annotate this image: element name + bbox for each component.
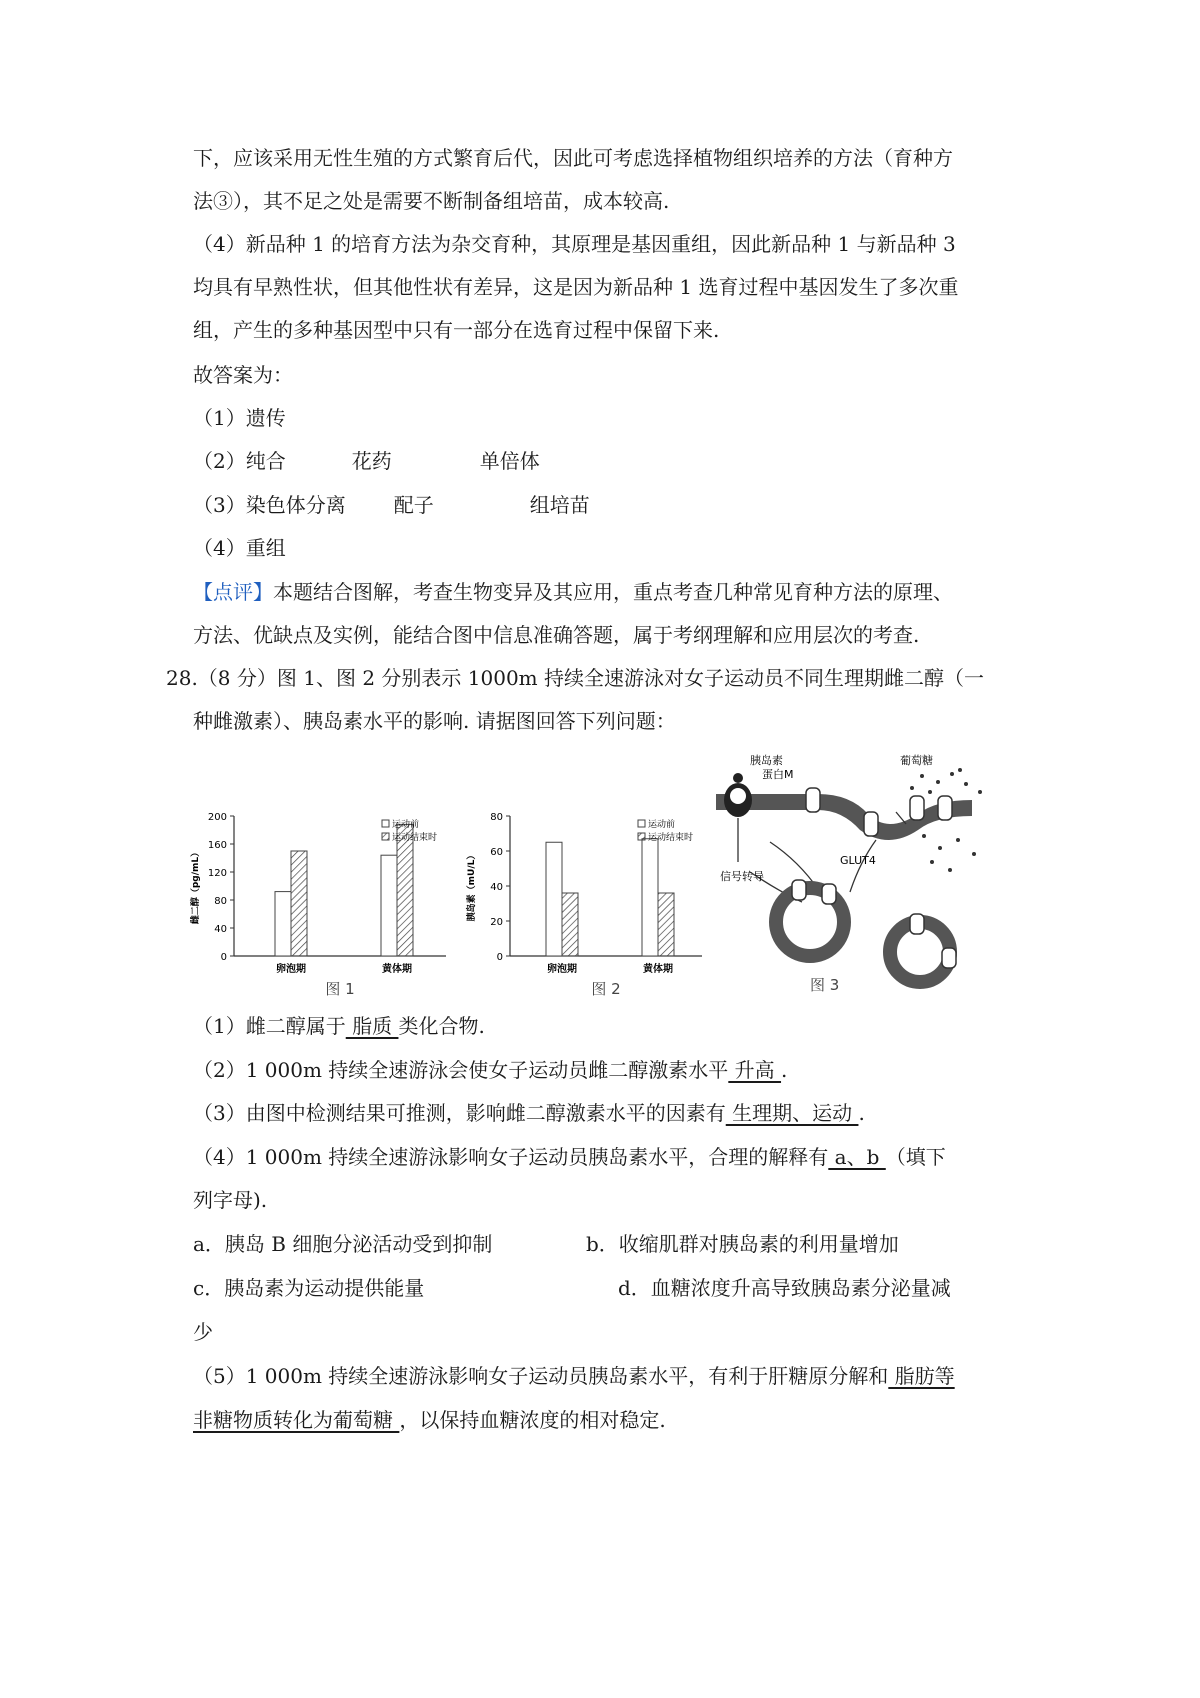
review-tag: 【点评】 [193,580,273,604]
chart-2-svg [462,800,712,1000]
insulin-receptor [724,773,752,817]
y-tick-label: 160 [207,840,227,851]
option-b: b．收缩肌群对胰岛素的利用量增加 [586,1232,899,1256]
x-tick-label: 卵泡期 [547,964,577,975]
solution-line: 法③），其不足之处是需要不断制备组培苗，成本较高. [193,189,670,213]
answer-blank: a、b [828,1145,886,1169]
signal-label: 信号转导 [720,870,764,883]
bar-after [291,851,307,956]
chart-1-svg [186,800,456,1000]
answer-intro: 故答案为： [193,363,293,387]
legend-swatch [382,833,389,840]
figure-2 [462,800,712,1004]
answer-4: （4）重组 [193,536,286,560]
legend-swatch [382,820,389,827]
figure-3 [710,752,1000,1006]
option-a: a．胰岛 B 细胞分泌活动受到抑制 [193,1232,493,1256]
bar-before [275,892,291,956]
insulin-label: 胰岛素 [750,754,783,767]
solution-line: 均具有早熟性状，但其他性状有差异，这是因为新品种 1 选育过程中基因发生了多次重 [193,275,959,299]
answer-blank: 脂肪等 [888,1364,955,1388]
x-tick-label: 卵泡期 [276,964,306,975]
cell-diagram [710,752,1000,1002]
answer-2: （2）纯合 花药 单倍体 [193,449,540,473]
protein-label: 蛋白M [762,768,794,781]
bar-after [658,893,674,956]
answer-blank: 非糖物质转化为葡萄糖 [193,1408,400,1432]
x-tick-label: 黄体期 [382,964,412,975]
subquestion-4: （4）1 000m 持续全速游泳影响女子运动员胰岛素水平，合理的解释有 a、b （填下 [193,1145,946,1169]
y-tick-label: 60 [490,847,503,858]
cell-membrane [716,794,972,840]
review: 【点评】本题结合图解，考查生物变异及其应用，重点考查几种常见育种方法的原理、 [193,580,953,604]
y-tick-label: 20 [490,917,503,928]
subquestion-5: （5）1 000m 持续全速游泳影响女子运动员胰岛素水平，有利于肝糖原分解和 脂肪等 [193,1364,955,1388]
y-tick-label: 0 [496,952,503,963]
y-tick-label: 200 [207,812,227,823]
option-c: c．胰岛素为运动提供能量 [193,1276,425,1300]
answer-1: （1）遗传 [193,406,286,430]
solution-line: 下，应该采用无性生殖的方式繁育后代，因此可考虑选择植物组织培养的方法（育种方 [193,146,953,170]
legend-label: 运动结束时 [648,833,694,843]
option-d: d．血糖浓度升高导致胰岛素分泌量减 [618,1276,951,1300]
legend-label: 运动前 [392,820,420,830]
bar-before [546,842,562,956]
answer-blank: 生理期、运动 [725,1101,859,1125]
glucose-label: 葡萄糖 [900,754,933,767]
legend-swatch [638,820,645,827]
y-tick-label: 40 [490,882,503,893]
figure-3-title: 图 3 [810,976,840,994]
solution-line: 组，产生的多种基因型中只有一部分在选育过程中保留下来. [193,318,720,342]
subquestion-4-cont: 列字母). [193,1188,268,1212]
review-line: 方法、优缺点及实例，能结合图中信息准确答题，属于考纲理解和应用层次的考查. [193,623,920,647]
y-axis-label: 胰岛素（mU/L） [467,850,477,922]
subquestion-3: （3）由图中检测结果可推测，影响雌二醇激素水平的因素有 生理期、运动 . [193,1101,865,1125]
figure-title: 图 1 [325,980,355,998]
bar-after [562,893,578,956]
figure-title: 图 2 [591,980,621,998]
option-d-cont: 少 [193,1320,213,1344]
legend-label: 运动前 [648,820,676,830]
y-tick-label: 40 [214,924,227,935]
subquestion-1: （1）雌二醇属于 脂质 类化合物. [193,1014,485,1038]
bar-before [381,855,397,956]
subquestion-5-cont: 非糖物质转化为葡萄糖 ，以保持血糖浓度的相对稳定. [193,1408,666,1432]
y-axis-label: 雌二醇（pg/mL） [191,847,201,925]
glut4-label: GLUT4 [840,854,876,867]
figure-1 [186,800,456,1004]
bar-after [397,824,413,956]
y-tick-label: 120 [207,868,227,879]
y-tick-label: 80 [490,812,503,823]
question-stem: 28.（8 分）图 1、图 2 分别表示 1000m 持续全速游泳对女子运动员不同生理期雌二醇（一 [166,666,984,690]
solution-line: （4）新品种 1 的培育方法为杂交育种，其原理是基因重组，因此新品种 1 与新品种 3 [193,232,956,256]
y-tick-label: 80 [214,896,227,907]
answer-blank: 脂质 [345,1014,399,1038]
bar-before [642,839,658,956]
legend-swatch [638,833,645,840]
subquestion-2: （2）1 000m 持续全速游泳会使女子运动员雌二醇激素水平 升高 . [193,1058,788,1082]
answer-blank: 升高 [728,1058,782,1082]
question-stem: 种雌激素）、胰岛素水平的影响. 请据图回答下列问题： [193,709,676,733]
x-tick-label: 黄体期 [643,964,673,975]
legend-label: 运动结束时 [392,833,438,843]
y-tick-label: 0 [220,952,227,963]
answer-3: （3）染色体分离 配子 组培苗 [193,493,590,517]
